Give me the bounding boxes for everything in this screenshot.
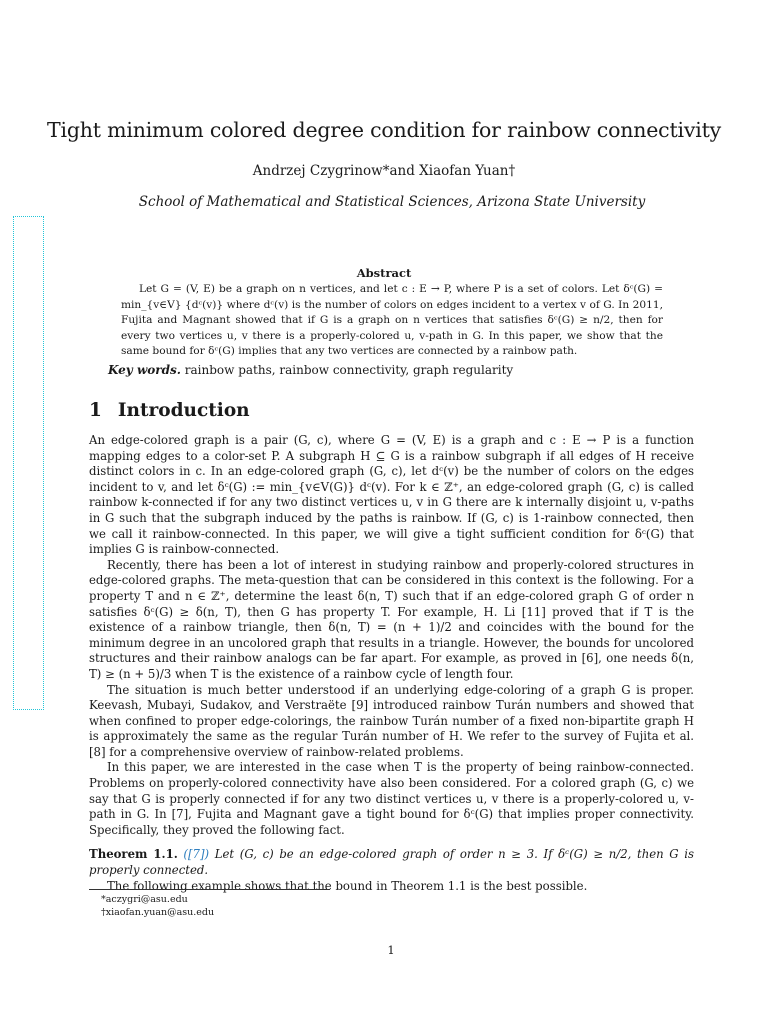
paper-title: Tight minimum colored degree condition for rainbow connectivity [46,118,722,142]
section-number: 1 [89,400,102,421]
section-heading [89,400,250,421]
paper-affiliation: School of Mathematical and Statistical Sciences, Arizona State University [138,194,646,210]
paragraph: An edge-colored graph is a pair (G, c), where G = (V, E) is a graph and c : E → P is a function mapping edges to a color-set P. A subgraph H ⊆ G is a rainbow subgraph if all edges of H receive distinct colors in c. In an edge-colored graph (G, c), let dᶜ(v) be the number of colors on the edges incident to v, and let δᶜ(G) := min_{v∈V(G)} dᶜ(v). For k ∈ ℤ⁺, an edge-colored graph (G, c) is called rainbow k-connected if for any two distinct vertices u, v in G there are k internally disjoint u, v-paths in G such that the subgraph induced by the paths is rainbow. If (G, c) is 1-rainbow connected, then we call it rainbow-connected. In this paper, we will give a tight sufficient condition for δᶜ(G) that implies G is rainbow-connected. [89,433,694,557]
paragraph: In this paper, we are interested in the case when T is the property of being rainbow-connected. Problems on properly-colored connectivity have also been considered. For a colored graph (G, c) we say that G is properly connected if for any two distinct vertices u, v there is a properly-colored u, v-path in G. In [7], Fujita and Magnant gave a tight bound for δᶜ(G) that implies proper connectivity. Specifically, they proved the following fact. [89,760,694,837]
theorem-head: Theorem 1.1. [89,847,178,862]
paragraph: Recently, there has been a lot of interest in studying rainbow and properly-colored structures in edge-colored graphs. The meta-question that can be considered in this context is the following. For a property T and n ∈ ℤ⁺, determine the least δ(n, T) such that if an edge-colored graph G of order n satisfies δᶜ(G) ≥ δ(n, T), then G has property T. For example, H. Li [11] proved that if T is the existence of a rainbow triangle, then δ(n, T) = (n + 1)/2 and coincides with the bound for the minimum degree in an uncolored graph that results in a triangle. However, the bounds for uncolored structures and their rainbow analogs can be far apart. For example, as proved in [6], one needs δ(n, T) ≥ (n + 5)/3 when T is the existence of a rainbow cycle of length four. [89,557,694,681]
footnote-rule [89,889,330,890]
keywords-text: rainbow paths, rainbow connectivity, graph regularity [184,363,514,377]
paragraph: The situation is much better understood if an underlying edge-coloring of a graph G is proper. Keevash, Mubayi, Sudakov, and Verstraëte [9] introduced rainbow Turán numbers and showed that when confined to proper edge-colorings, the rainbow Turán number of a fixed non-bipartite graph H is approximately the same as the regular Turán number of H. We refer to the survey of Fujita et al. [8] for a comprehensive overview of rainbow-related problems. [89,682,694,759]
footnotes [101,893,214,919]
footnote: †xiaofan.yuan@asu.edu [101,907,215,918]
keywords-label: Key words. [108,363,181,377]
footnote: *aczygri@asu.edu [101,894,188,905]
paper-authors: Andrzej Czygrinow*and Xiaofan Yuan† [252,163,516,179]
section-title: Introduction [117,400,250,421]
theorem-citation[interactable]: ([7]) [183,847,210,862]
theorem [89,847,694,878]
paragraph: The following example shows that the bound in Theorem 1.1 is the best possible. [107,878,588,893]
abstract-text: Let G = (V, E) be a graph on n vertices, and let c : E → P, where P is a set of colors. Let δᶜ(G) = min_{v∈V} {dᶜ(v)} where dᶜ(v) is the number of colors on edges incident to a vertex v of G. In 2011, Fujita and Magnant showed that if G is a graph on n vertices that satisfies δᶜ(G) ≥ n/2, then for every two vertices u, v there is a properly-colored u, v-path in G. In this paper, we show that the same bound for δᶜ(G) implies that any two vertices are connected by a rainbow path. [121,283,663,358]
theorem-text: Let (G, c) be an edge-colored graph of order n ≥ 3. If δᶜ(G) ≥ n/2, then G is properly connected. [89,847,695,878]
page-number: 1 [387,943,395,957]
selection-box [13,216,44,710]
section-body [89,433,694,894]
keywords [108,363,688,378]
abstract-heading: Abstract [356,266,412,280]
